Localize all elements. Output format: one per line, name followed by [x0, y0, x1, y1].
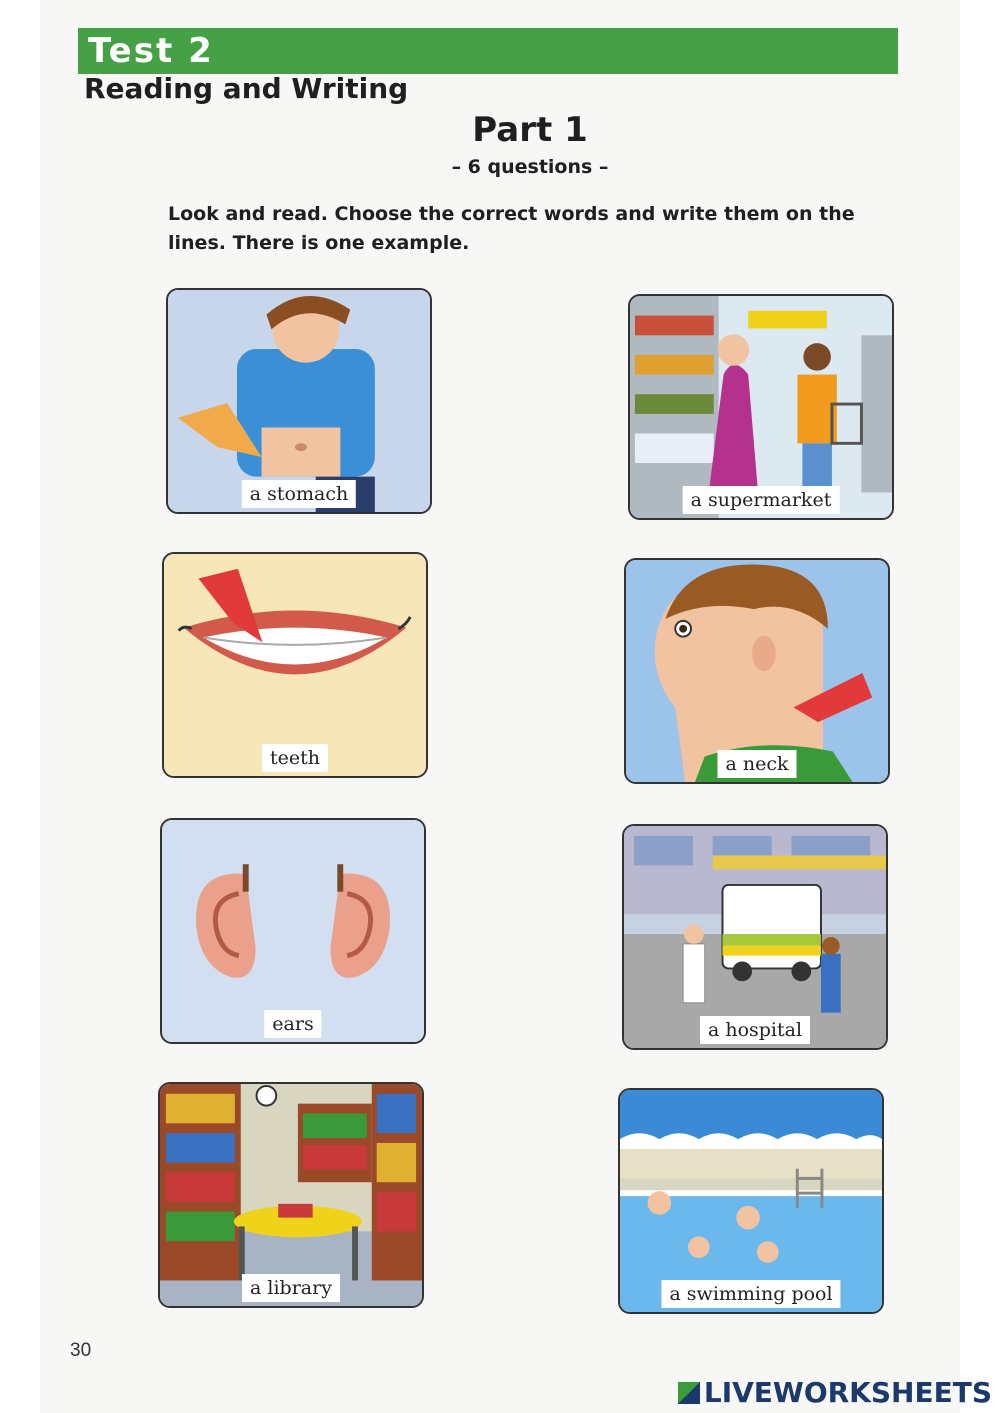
liveworksheets-watermark — [678, 1376, 992, 1409]
page-number: 30 — [70, 1340, 92, 1361]
card-label: teeth — [262, 744, 328, 772]
card-label: a library — [242, 1274, 340, 1302]
card-label: a stomach — [242, 480, 356, 508]
neck-illustration — [626, 560, 888, 782]
card-label: a hospital — [700, 1016, 810, 1044]
liveworksheets-logo-icon — [678, 1382, 700, 1404]
card-label: a supermarket — [683, 486, 840, 514]
section-title: Reading and Writing — [84, 72, 409, 105]
card-hospital — [622, 824, 888, 1050]
card-library — [158, 1082, 424, 1308]
supermarket-illustration — [630, 296, 892, 518]
test-label: Test 2 — [88, 31, 214, 71]
hospital-illustration — [624, 826, 886, 1048]
card-label: a swimming pool — [661, 1280, 840, 1308]
part-subtitle: – 6 questions – — [451, 156, 609, 178]
swimming-pool-illustration — [620, 1090, 882, 1312]
teeth-illustration — [164, 554, 426, 776]
stomach-illustration — [168, 290, 430, 512]
card-teeth — [162, 552, 428, 778]
card-label: ears — [264, 1010, 321, 1038]
card-supermarket — [628, 294, 894, 520]
card-swimming-pool — [618, 1088, 884, 1314]
library-illustration — [160, 1084, 422, 1306]
card-label: a neck — [717, 750, 796, 778]
card-stomach — [166, 288, 432, 514]
card-neck — [624, 558, 890, 784]
ears-illustration — [162, 820, 424, 1042]
instructions: Look and read. Choose the correct words and write them on the lines. There is one example. — [168, 203, 855, 255]
part-title: Part 1 — [472, 110, 588, 150]
card-ears — [160, 818, 426, 1044]
test-header-bar — [78, 28, 898, 74]
watermark-text: LIVEWORKSHEETS — [703, 1376, 992, 1409]
